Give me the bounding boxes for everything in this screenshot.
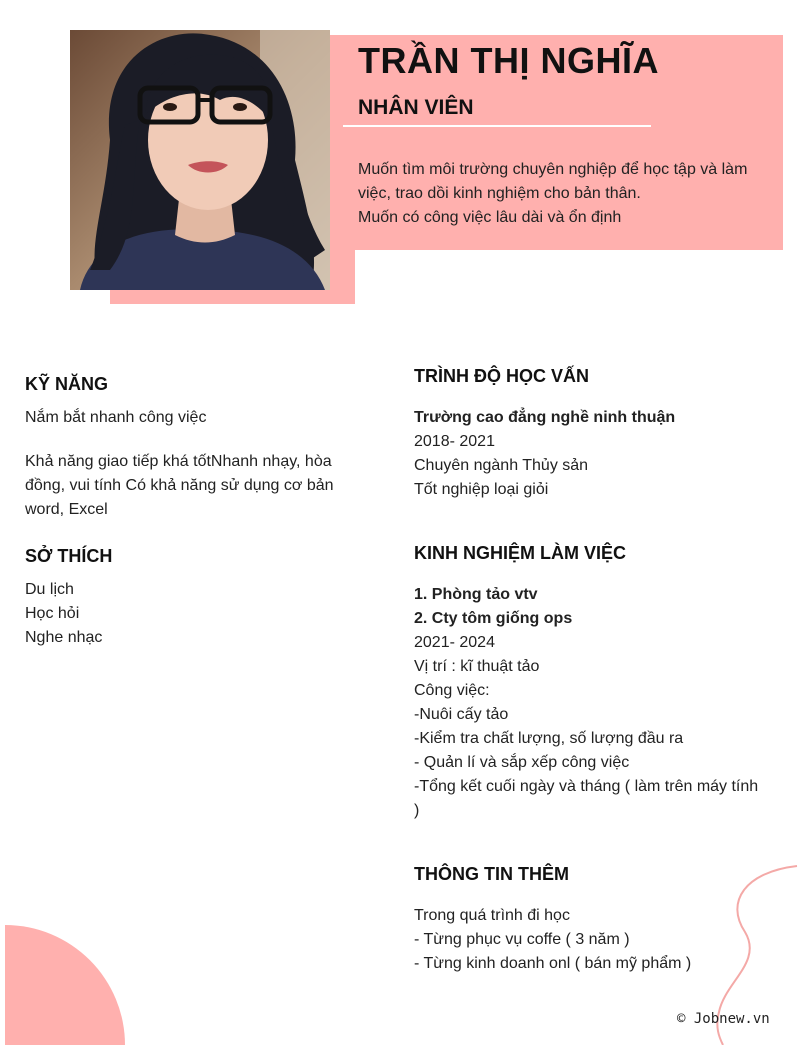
profile-photo <box>70 30 330 290</box>
experience-line: - Quản lí và sắp xếp công việc <box>414 754 630 771</box>
quarter-circle-decoration <box>5 925 125 1045</box>
skills-line: Khả năng giao tiếp khá tốtNhanh nhạy, hòa <box>25 453 332 470</box>
additional-line: - Từng kinh doanh onl ( bán mỹ phẩm ) <box>414 955 692 972</box>
objective-line: việc, trao dồi kinh nghiệm cho bản thân. <box>358 185 641 202</box>
education-heading: TRÌNH ĐỘ HỌC VẤN <box>414 366 589 386</box>
experience-line: 2021- 2024 <box>414 634 495 651</box>
skills-line: đồng, vui tính Có khả năng sử dụng cơ bản <box>25 477 334 494</box>
education-line: Tốt nghiệp loại giỏi <box>414 481 549 498</box>
header-divider <box>343 125 651 127</box>
copyright-text: © Jobnew.vn <box>677 1011 770 1027</box>
company-name: 2. Cty tôm giống ops <box>414 610 573 627</box>
hobbies-heading: SỞ THÍCH <box>25 546 113 566</box>
experience-heading: KINH NGHIỆM LÀM VIỆC <box>414 543 627 563</box>
additional-info-details <box>414 904 691 976</box>
career-objective <box>358 158 778 230</box>
experience-line: ) <box>414 802 420 819</box>
experience-details <box>414 583 789 823</box>
company-name: 1. Phòng tảo vtv <box>414 586 538 603</box>
education-details <box>414 406 675 502</box>
experience-line: Vị trí : kĩ thuật tảo <box>414 658 540 675</box>
objective-line: Muốn có công việc lâu dài và ổn định <box>358 209 622 226</box>
additional-info-heading: THÔNG TIN THÊM <box>414 864 569 884</box>
experience-line: -Tổng kết cuối ngày và tháng ( làm trên máy tính <box>414 778 759 795</box>
candidate-role: NHÂN VIÊN <box>358 96 474 119</box>
skills-item <box>25 406 365 430</box>
skills-item <box>25 450 365 522</box>
experience-line: -Kiểm tra chất lượng, số lượng đầu ra <box>414 730 684 747</box>
additional-line: - Từng phục vụ coffe ( 3 năm ) <box>414 931 630 948</box>
experience-line: Công việc: <box>414 682 490 699</box>
education-line: 2018- 2021 <box>414 433 495 450</box>
list-item: Nghe nhạc <box>25 629 103 646</box>
school-name: Trường cao đẳng nghề ninh thuận <box>414 409 676 426</box>
list-item: Du lịch <box>25 581 74 598</box>
portrait-illustration <box>70 30 330 290</box>
skills-heading: KỸ NĂNG <box>25 374 109 394</box>
skills-line: word, Excel <box>25 501 108 518</box>
objective-line: Muốn tìm môi trường chuyên nghiệp để học tập và làm <box>358 161 748 178</box>
education-line: Chuyên ngành Thủy sản <box>414 457 589 474</box>
list-item: Học hỏi <box>25 605 80 622</box>
experience-line: -Nuôi cấy tảo <box>414 706 509 723</box>
additional-line: Trong quá trình đi học <box>414 907 570 924</box>
hobbies-list <box>25 578 102 650</box>
candidate-name: TRẦN THỊ NGHĨA <box>358 40 659 81</box>
skills-line: Nắm bắt nhanh công việc <box>25 409 207 426</box>
